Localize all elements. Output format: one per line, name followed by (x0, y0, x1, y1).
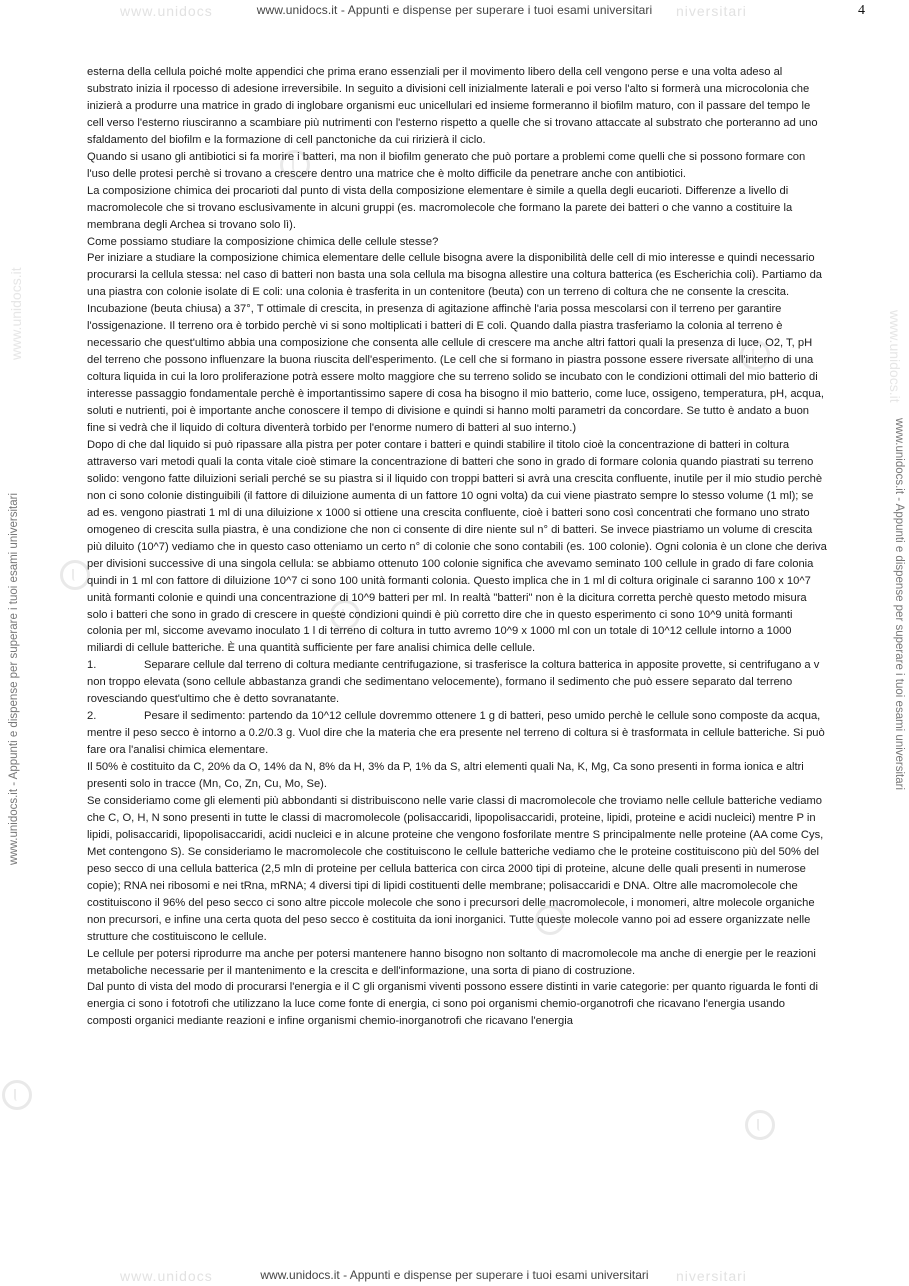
paragraph: Dopo di che dal liquido si può ripassare alla pistra per poter contare i batteri e quindi stabilire il titolo cioè la concentrazione di batteri in coltura attraverso vari metodi quali la conta vitale cioè stimare la concentrazione di batteri che sono in grado di formare colonia quando piastrati su terreno solido: vengono fatte diluizioni seriali perché se su piastra si il liquido con troppi batteri si avrà una crescita confluente, inutile per il mio studio perchè non ci sono colonie distinguibili (il fattore di diluizione aumenta di un fattore 10 ogni volta) da cui viene piastrato sempre lo stesso volume (1 ml); se ad es. vengono piastrati 1 ml di una diluizione x 1000 si ottiene una crescita confluente, cioè i batteri sono così concentrati che formano uno strato omogeneo di crescita sulla piastra, è una condizione che non ci consente di dire niente sul n° di batteri. Se invece piastriamo un volume di crescita più diluito (10^7) vediamo che in questo caso otteniamo un certo n° di colonie che sono contabili (es. 100 colonie). Ogni colonia è un clone che deriva per divisioni successive di una singola cellula: se abbiamo ottenuto 100 colonie significa che avevamo seminato 100 cellule in grado di fare colonia quindi in 1 ml con fattore di diluizione 10^7 ci sono 100 unità formanti colonia. Questo implica che in 1 ml di coltura originale ci saranno 100 x 10^7 unità formanti colonie e quindi una concentrazione di 10^9 batteri per ml. In realtà "batteri" non è la dicitura corretta perchè questo metodo misura solo i batteri che sono in grado di crescere in queste condizioni quindi è più corretto dire che in questo esperimento ci sono 10^9 unità formanti colonia per ml, siccome avevamo inoculato 1 l di terreno di coltura in tutto avremo 10^9 x 1000 ml con un totale di 10^12 cellule intorno a 1000 miliardi di cellule batteriche. È una quantità sufficiente per fare analisi chimica delle cellule. (87, 438, 827, 655)
numbered-item (87, 657, 827, 708)
paragraph: Dal punto di vista del modo di procurarsi l'energia e il C gli organismi viventi possono essere distinti in varie categorie: per quanto riguarda le fonti di energia ci sono i fototrofi che utilizzano la luce come fonte di energia, ci sono poi organismi chemio-organotrofi che ricavano l'energia usando composti organici mediante reazioni e infine organismi chemio-inorganotrofi che ricavano l'energia (87, 981, 818, 1028)
document-body (87, 64, 827, 1030)
watermark-ghost-header-right: niversitari (676, 3, 747, 19)
paragraph: Il 50% è costituito da C, 20% da O, 14% da N, 8% da H, 3% da P, 1% da S, altri elementi quali Na, K, Mg, Ca sono presenti in forma ionica e altri presenti solo in tracce (Mn, Co, Zn, Cu, Mo, Se). (87, 761, 804, 791)
page-number: 4 (858, 3, 865, 18)
paragraph: Quando si usano gli antibiotici si fa morire i batteri, ma non il biofilm generato che può portare a problemi come quelli che si possono formare con l'uso delle protesi perchè si trovano a crescere dentro una matrice che è molto difficile da penetrare anche con antibiotici. (87, 150, 806, 180)
paragraph: Per iniziare a studiare la composizione chimica elementare delle cellule bisogna avere la disponibilità delle cell di mio interesse e quindi necessario procurarsi la cellula stessa: nel caso di batteri non basta una sola cellula ma bisogna allestire una coltura batterica (es Escherichia coli). Partiamo da una piastra con colonie isolate di E coli: una colonia è trasferita in un contenitore (beuta) con un terreno di coltura che ne consente la crescita. Incubazione (beuta chiusa) a 37°, T ottimale di crescita, in presenza di agitazione affinchè l'aria possa mescolarsi con il terreno per garantire l'ossigenazione. Il terreno ora è torbido perchè vi si sono moltiplicati i batteri di E coli. Quando dalla piastra trasferiamo la colonia al terreno è necessario che quest'ultimo abbia una composizione che consenta alle cellule di crescere ma anche altri fattori quali la presenza di luce, O2, T, pH del terreno che possono influenzare la buona riuscita dell'esperimento. (Le cell che si formano in piastra possone essere riversate all'interno di una coltura liquida in cui la loro proliferazione potrà essere molto maggiore che su terreno solido se incubato con le condizioni ottimali del mio batterio di interesse passaggio fondamentale perchè è importantissimo sapere di cosa ha bisogno il mio batterio, come luce, ossigeno, temperatura, pH, acqua, soluti e nutrienti, poi è importante anche conoscere il tempo di divisione e quindi si hanno molti parametri da concordare. Se tutto è andato a buon fine si vedrà che il liquido di coltura diventerà torbido per l'enorme numero di batteri al suo interno.) (87, 252, 824, 435)
watermark-ghost-footer-right: niversitari (676, 1268, 747, 1284)
paragraph: esterna della cellula poiché molte appendici che prima erano essenziali per il movimento libero della cell vengono perse e una volta adeso al substrato inizia il rpocesso di adesione irreversibile. In seguito a divisioni cell inizialmente laterali e poi verso l'alto si formerà una microcolonia che inizierà a produrre una matrice in grado di inglobare organismi euc unicellulari ed insieme formeranno il biofilm maturo, con il passare del tempo le cell verso l'esterno riusciranno a scambiare più nutrimenti con l'esterno rispetto a quelle che si trovano attaccate al substrato che porteranno ad uno sfaldamento del biofilm e la formazione di cell panctoniche da cui ririzierà il ciclo. (87, 66, 818, 146)
item-text: Separare cellule dal terreno di coltura mediante centrifugazione, si trasferisce la coltura batterica in apposite provette, si centrifugano a v non troppo elevata (sono cellule abbastanza grandi che sedimentano velocemente), formano il sedimento che può essere separato dal terreno rovesciando quest'ultimo che è detto sovranatante. (87, 659, 820, 706)
watermark-ghost-footer-left: www.unidocs (120, 1268, 213, 1284)
paragraph: Se consideriamo come gli elementi più abbondanti si distribuiscono nelle varie classi di macromolecole che troviamo nelle cellule batteriche vediamo che C, O, H, N sono presenti in tutte le classi di macromolecole (polisaccaridi, lipopolisaccaridi, proteine, lipidi, proteine e acidi nucleici) mentre P in lipidi, polisaccaridi, lipopolisaccaridi, acidi nucleici e in alcune proteine che vengono fosforilate mentre S principalmente nelle proteine (AA come Cys, Met contengono S). Se consideriamo le macromolecole che costituiscono le cellule batteriche vediamo che le proteine costituiscono più del 50% del peso secco di una cellula batterica (2,5 mln di proteine per cellula batterica con circa 2000 tipi di proteine, alcune delle quali presenti in numerose copie); RNA nei ribosomi e nei tRna, mRNA; 4 diversi tipi di lipidi costituenti delle membrane; polisaccaridi e DNA. Oltre alle macromolecole che costituiscono il 96% del peso secco ci sono altre piccole molecole che sono i precursori delle macromolecole, i monomeri, altre molecole organiche non precursori, e infine una certa quota del peso secco è costituita da ioni inorganici. Tutte queste molecole vanno poi ad essere organizzate nelle strutture che costituiscono le cellule. (87, 794, 824, 943)
paragraph: Le cellule per potersi riprodurre ma anche per potersi mantenere hanno bisogno non soltanto di macromolecole ma anche di energie per le reazioni metaboliche necessarie per il mantenimento e la crescita e dell'informazione, una sorta di piano di costruzione. (87, 947, 816, 977)
side-watermark-right: www.unidocs.it - Appunti e dispense per superare i tuoi esami universitari (893, 418, 905, 791)
side-watermark-ghost-left: www.unidocs.it (8, 267, 24, 360)
header-banner: www.unidocs.it - Appunti e dispense per superare i tuoi esami universitari (256, 3, 653, 17)
numbered-item (87, 708, 827, 759)
item-text: Pesare il sedimento: partendo da 10^12 cellule dovremmo ottenere 1 g di batteri, peso umido perchè le cellule sono composte da acqua, mentre il peso secco è intorno a 0.2/0.3 g. Vuol dire che la materia che era presente nel terreno di coltura si è trasformata in cellule batteriche. Si può fare ora l'analisi chimica elementare. (87, 710, 825, 757)
watermark-logo-icon (60, 560, 90, 590)
side-watermark-left: www.unidocs.it - Appunti e dispense per superare i tuoi esami universitari (8, 492, 20, 865)
watermark-logo-icon (745, 1110, 775, 1140)
item-number: 1. (87, 659, 97, 672)
side-watermark-ghost-right: www.unidocs.it (887, 310, 903, 403)
paragraph-question: Come possiamo studiare la composizione chimica delle cellule stesse? (87, 235, 439, 248)
watermark-logo-icon (2, 1080, 32, 1110)
watermark-ghost-header-left: www.unidocs (120, 3, 213, 19)
paragraph: La composizione chimica dei procarioti dal punto di vista della composizione elementare è simile a quella degli eucarioti. Differenze a livello di macromolecole che si trovano esclusivamente in alcuni gruppi (es. macromolecole che formano la parete dei batteri o che vanno a costituire la membrana degli Archea si trovano solo lì). (87, 184, 793, 231)
footer-banner: www.unidocs.it - Appunti e dispense per superare i tuoi esami universitari (260, 1268, 649, 1282)
item-number: 2. (87, 710, 97, 723)
